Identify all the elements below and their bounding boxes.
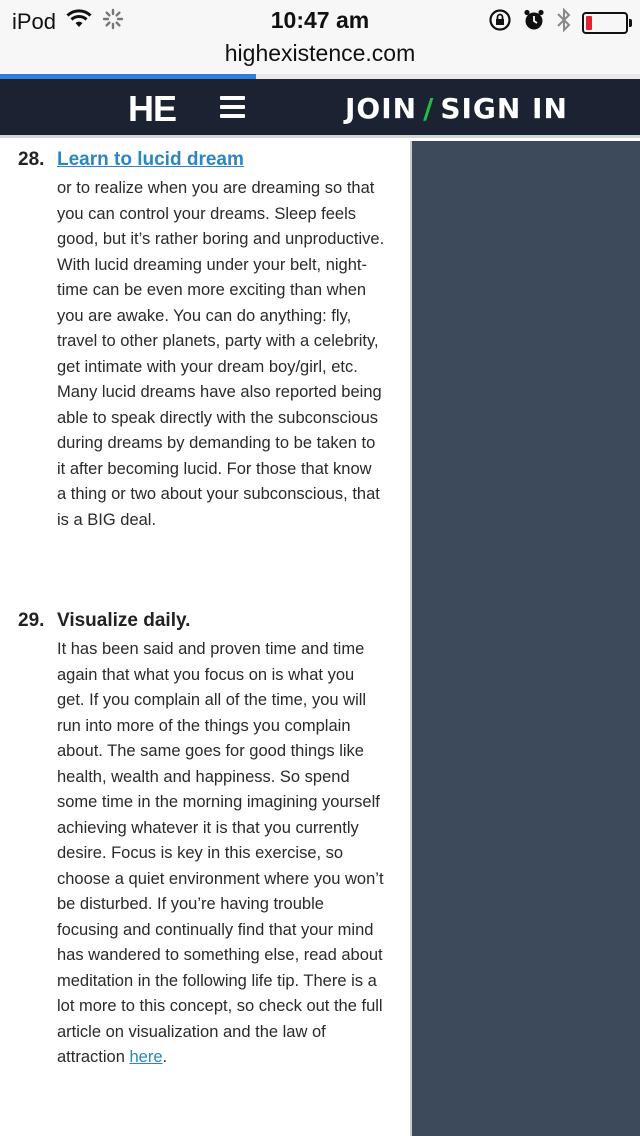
- list-item: [18, 149, 398, 589]
- status-bar: [0, 0, 640, 40]
- status-right: [488, 7, 628, 38]
- address-bar[interactable]: [0, 40, 640, 78]
- tip-title-link[interactable]: Learn to lucid dream: [57, 149, 244, 170]
- auth-links: [345, 92, 568, 125]
- battery-level: [586, 16, 592, 30]
- clock: 10:47 am: [270, 7, 370, 33]
- here-link[interactable]: here: [129, 1048, 163, 1066]
- auth-separator: /: [423, 92, 435, 125]
- list-item: [18, 610, 398, 1130]
- tip-body: [57, 637, 385, 1071]
- battery-icon: [582, 12, 628, 34]
- tip-title: Visualize daily.: [57, 610, 191, 631]
- url-text: highexistence.com: [224, 40, 416, 66]
- site-logo[interactable]: HE: [128, 88, 177, 129]
- join-link[interactable]: JOIN: [345, 92, 418, 125]
- tip-body-text: It has been said and proven time and time again that what you focus on is what you get. If you complain all of the time, you will run into more of the things you complain about. The same goes for good things like health, wealth and happiness. So spend some time in the morning imagining yourself achieving whatever it is that you currently desire. Focus is key in this exercise, so choose a quiet environment where you won’t be disturbed. If you’re having trouble focusing and continually find that your mind has wandered to something else, read about meditation in the following life tip. There is a lot more to this concept, so check out the full article on visualization and the law of attraction: [57, 640, 384, 1066]
- rotation-lock-icon: [488, 8, 512, 37]
- tip-body: or to realize when you are dreaming so that you can control your dreams. Sleep feels good, but it’s rather boring and unproductive. With lucid dreaming under your belt, night-time can be even more exciting than when you are awake. You can do anything: fly, travel to other planets, party with a celebrity, get intimate with your dream boy/girl, etc. Many lucid dreams have also reported being able to speak directly with the subconscious during dreams by demanding to be taken to it after becoming lucid. For those that know a thing or two about your subconscious, that is a BIG deal.: [57, 179, 385, 529]
- tip-body-trailing: .: [162, 1048, 168, 1066]
- device-name: iPod: [12, 9, 57, 34]
- alarm-icon: [522, 8, 546, 37]
- site-header: [0, 79, 640, 138]
- menu-icon[interactable]: [220, 96, 245, 118]
- tip-number: 28.: [18, 149, 45, 170]
- tip-number: 29.: [18, 610, 45, 631]
- sidebar-panel: [410, 141, 640, 1136]
- sign-in-link[interactable]: SIGN IN: [440, 92, 568, 125]
- bluetooth-icon: [556, 7, 572, 38]
- article-content: [0, 141, 408, 1136]
